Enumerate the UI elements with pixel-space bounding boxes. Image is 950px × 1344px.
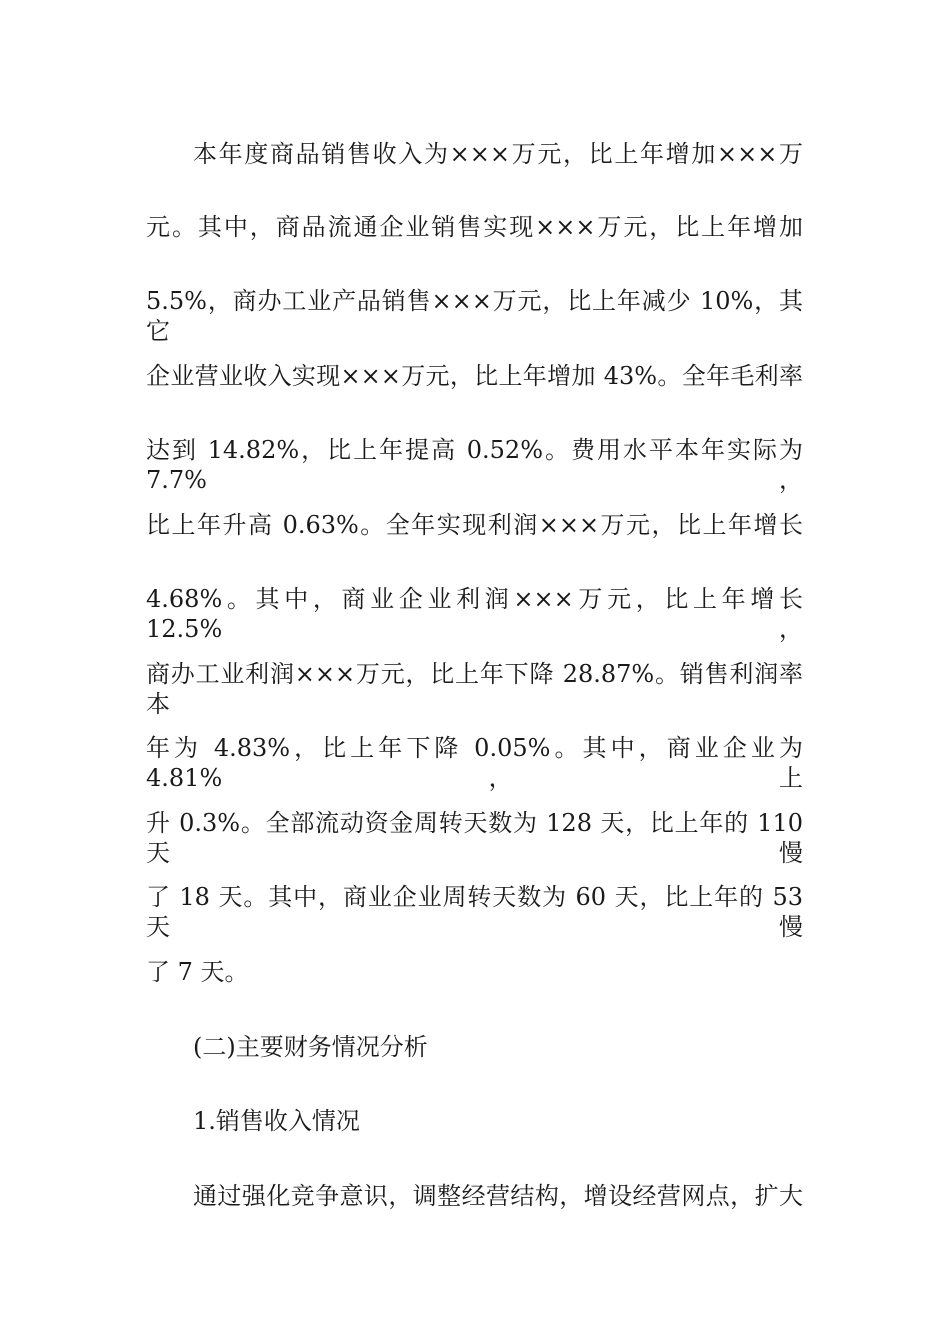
paragraph1-line-5: 达到 14.82%，比上年提高 0.52%。费用水平本年实际为 7.7%， xyxy=(146,436,803,494)
subsection-heading: 1.销售收入情况 xyxy=(193,1107,360,1135)
paragraph2-line-1: 通过强化竞争意识，调整经营结构，增设经营网点，扩大 xyxy=(193,1182,803,1210)
paragraph1-line-3: 5.5%，商办工业产品销售×××万元，比上年减少 10%，其它 xyxy=(146,287,803,345)
paragraph1-line-2: 元。其中，商品流通企业销售实现×××万元，比上年增加 xyxy=(146,213,803,241)
paragraph1-line-8: 商办工业利润×××万元，比上年下降 28.87%。销售利润率本 xyxy=(146,660,803,718)
paragraph1-line-11: 了 18 天。其中，商业企业周转天数为 60 天，比上年的 53 天慢 xyxy=(146,883,803,941)
paragraph1-line-9: 年为 4.83%，比上年下降 0.05%。其中，商业企业为 4.81%，上 xyxy=(146,734,803,792)
paragraph1-line-7: 4.68%。其中，商业企业利润×××万元，比上年增长 12.5%， xyxy=(146,585,803,643)
paragraph1-line-1: 本年度商品销售收入为×××万元，比上年增加×××万 xyxy=(193,140,803,168)
paragraph1-line-6: 比上年升高 0.63%。全年实现利润×××万元，比上年增长 xyxy=(146,511,803,539)
section-heading: (二)主要财务情况分析 xyxy=(193,1033,428,1061)
paragraph1-line-10: 升 0.3%。全部流动资金周转天数为 128 天，比上年的 110 天慢 xyxy=(146,809,803,867)
paragraph1-line-12: 了 7 天。 xyxy=(146,958,249,986)
paragraph1-line-4: 企业营业收入实现×××万元，比上年增加 43%。全年毛利率 xyxy=(146,362,803,390)
